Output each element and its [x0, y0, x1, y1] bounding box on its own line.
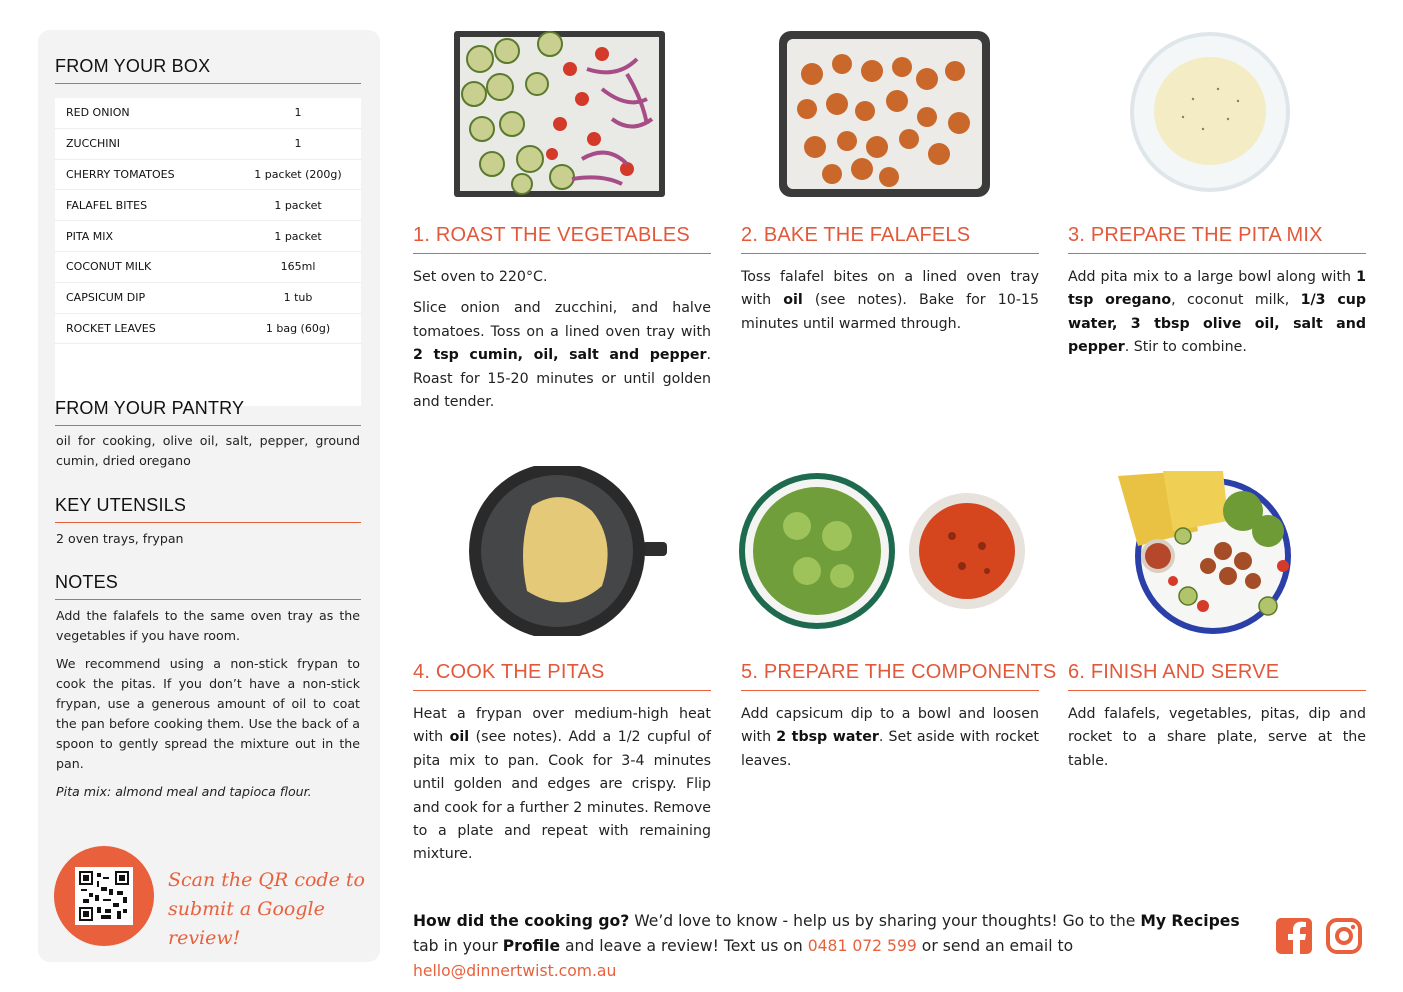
ingredient-name: CAPSICUM DIP — [66, 291, 146, 305]
qr-caption-line-1: Scan the QR code to — [168, 869, 365, 891]
step-3-title: 3. PREPARE THE PITA MIX — [1068, 224, 1366, 254]
utensils-list: 2 oven trays, frypan — [56, 531, 184, 546]
step-2-text-c: (see notes). Bake for 10-15 minutes until warmed through. — [741, 292, 1039, 332]
step-2-text — [741, 266, 1039, 336]
step-5-body — [741, 703, 1039, 781]
footer-profile: Profile — [502, 937, 561, 955]
step-1-bold: 2 tsp cumin, oil, salt and pepper — [413, 347, 707, 364]
notes-heading: NOTES — [55, 572, 361, 600]
feedback-footer — [413, 909, 1263, 984]
table-row — [55, 252, 361, 283]
table-row — [55, 98, 361, 129]
ingredient-qty: 1 tub — [283, 291, 313, 305]
ingredient-name: FALAFEL BITES — [66, 198, 148, 212]
step-2-bold: oil — [783, 292, 803, 309]
instagram-icon[interactable] — [1326, 918, 1362, 954]
step-5-bold: 2 tbsp water — [776, 729, 879, 746]
step-5-title: 5. PREPARE THE COMPONENTS — [741, 661, 1039, 691]
ingredient-name: CHERRY TOMATOES — [66, 167, 175, 181]
step-6-title: 6. FINISH AND SERVE — [1068, 661, 1366, 691]
table-row — [55, 283, 361, 314]
step-1-text-2c: . Roast for 15-20 minutes or until golden and tender. — [413, 347, 711, 411]
falafels-photo — [777, 29, 992, 199]
step-3-body — [1068, 266, 1366, 368]
step-1-text-2 — [413, 297, 711, 414]
footer-text-3: and leave a review! Text us on — [560, 937, 808, 955]
footer-text-4: or send an email to — [916, 937, 1074, 955]
step-3-bold-1: 1 tsp oregano — [1068, 269, 1366, 309]
ingredient-name: ZUCCHINI — [66, 137, 120, 151]
ingredient-name: PITA MIX — [66, 229, 114, 243]
note-1: Add the falafels to the same oven tray as the vegetables if you have room. — [56, 608, 360, 643]
ingredient-qty: 1 — [294, 137, 302, 151]
ingredient-name: COCONUT MILK — [66, 260, 152, 274]
step-1-body — [413, 266, 711, 422]
step-3-text-a: Add pita mix to a large bowl along with — [1068, 269, 1357, 285]
step-3-text-e: . Stir to combine. — [1124, 339, 1247, 356]
table-row — [55, 314, 361, 345]
footer-text-1: We’d love to know - help us by sharing your thoughts! Go to the — [629, 912, 1141, 930]
step-3-bold-2: 1/3 cup water, 3 tbsp olive oil, salt and pepper — [1068, 292, 1366, 356]
step-3-text — [1068, 266, 1366, 360]
ingredient-name: ROCKET LEAVES — [66, 321, 156, 335]
footer-text-2: tab in your — [413, 937, 503, 955]
utensils-text — [56, 529, 360, 557]
step-4-text — [413, 703, 711, 867]
ingredient-qty: 165ml — [280, 260, 316, 274]
step-1-text-2a: Slice onion and zucchini, and halve tomatoes. Toss on a lined oven tray with — [413, 300, 711, 340]
step-5-text-a: Add capsicum dip to a bowl and loosen with — [741, 706, 1039, 746]
step-2-title: 2. BAKE THE FALAFELS — [741, 224, 1039, 254]
pita-mix-bowl-photo — [1103, 29, 1318, 199]
notes-text — [56, 606, 360, 810]
ingredient-qty: 1 bag (60g) — [265, 321, 331, 335]
ingredient-qty: 1 — [294, 106, 302, 120]
step-4-body — [413, 703, 711, 875]
ingredients-table — [55, 98, 361, 406]
rocket-and-dip-photo — [737, 466, 1037, 636]
key-utensils-heading: KEY UTENSILS — [55, 495, 361, 523]
step-1-text-1: Set oven to 220°C. — [413, 269, 548, 285]
pantry-list: oil for cooking, olive oil, salt, pepper, ground cumin, dried oregano — [56, 433, 360, 468]
step-4-bold: oil — [449, 729, 470, 746]
ingredient-qty: 1 packet — [274, 198, 322, 212]
frypan-pita-photo — [452, 466, 667, 636]
from-your-box-heading: FROM YOUR BOX — [55, 56, 361, 84]
email-link[interactable]: hello@dinnertwist.com.au — [413, 962, 617, 980]
from-your-pantry-heading: FROM YOUR PANTRY — [55, 398, 361, 426]
qr-caption — [168, 866, 368, 953]
facebook-icon[interactable] — [1276, 918, 1312, 954]
footer-my-recipes: My Recipes — [1140, 912, 1240, 930]
step-4-title: 4. COOK THE PITAS — [413, 661, 711, 691]
step-4-text-c: (see notes). Add a 1/2 cupful of pita mix to pan. Cook for 3-4 minutes until golden and edges are crispy. Flip and cook for a further 2 minutes. Remove to a plate and repeat with remaining mixture. — [413, 729, 711, 863]
step-1-title: 1. ROAST THE VEGETABLES — [413, 224, 711, 254]
step-6-body — [1068, 703, 1366, 781]
step-5-text-c: . Set aside with rocket leaves. — [741, 729, 1039, 769]
share-plate-photo — [1103, 466, 1318, 636]
qr-badge[interactable] — [54, 846, 154, 946]
pantry-text — [56, 431, 360, 479]
step-2-text-a: Toss falafel bites on a lined oven tray with — [741, 269, 1039, 309]
table-row — [55, 190, 361, 221]
ingredient-qty: 1 packet — [274, 229, 322, 243]
step-2-body — [741, 266, 1039, 344]
ingredient-qty: 1 packet (200g) — [254, 167, 342, 181]
ingredient-name: RED ONION — [66, 106, 130, 120]
table-row — [55, 160, 361, 191]
footer-question: How did the cooking go? — [413, 912, 630, 930]
step-4-text-a: Heat a frypan over medium-high heat with — [413, 706, 711, 746]
qr-code-icon[interactable] — [75, 867, 133, 925]
sidebar — [38, 30, 380, 962]
qr-caption-line-2: submit a Google review! — [168, 898, 325, 949]
table-row — [55, 129, 361, 160]
note-2: We recommend using a non-stick frypan to cook the pitas. If you don’t have a non-stick frypan, use a generous amount of oil to coat the pan before cooking them. Use the back of a spoon to gently spread the mixture out in the pan. — [56, 656, 360, 771]
step-3-text-c: , coconut milk, — [1171, 292, 1301, 309]
note-3: Pita mix: almond meal and tapioca flour. — [56, 784, 312, 799]
step-5-text — [741, 703, 1039, 773]
table-row — [55, 221, 361, 252]
step-6-text: Add falafels, vegetables, pitas, dip and rocket to a share plate, serve at the table. — [1068, 706, 1366, 769]
roasted-vegetables-photo — [452, 29, 667, 199]
phone-link[interactable]: 0481 072 599 — [807, 937, 917, 955]
